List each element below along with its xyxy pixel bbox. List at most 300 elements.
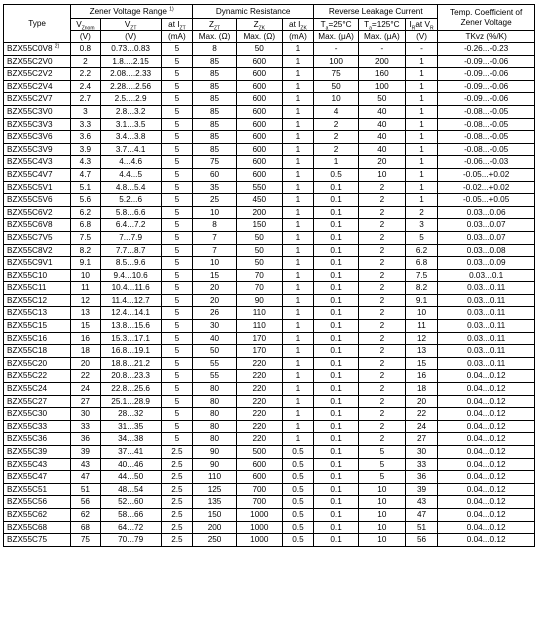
value-cell: 600 — [236, 68, 282, 81]
table-row — [4, 294, 535, 307]
value-cell: 0.03...0.11 — [438, 282, 535, 295]
value-cell: 1 — [282, 269, 314, 282]
value-cell: 20 — [358, 156, 405, 169]
value-cell: 20 — [193, 282, 237, 295]
value-cell: 1 — [282, 219, 314, 232]
type-cell: BZX55C9V1 — [4, 257, 71, 270]
table-row — [4, 483, 535, 496]
table-row — [4, 194, 535, 207]
value-cell: 6.4...7.2 — [100, 219, 161, 232]
footnote-marker: 2) — [54, 43, 60, 50]
type-cell: BZX55C30 — [4, 408, 71, 421]
table-row — [4, 206, 535, 219]
value-cell: 1 — [405, 93, 438, 106]
value-cell: 51 — [71, 483, 100, 496]
value-cell: 5 — [161, 168, 193, 181]
value-cell: 5 — [161, 294, 193, 307]
value-cell: 0.03...0.11 — [438, 294, 535, 307]
value-cell: 11.4...12.7 — [100, 294, 161, 307]
value-cell: 9.4...10.6 — [100, 269, 161, 282]
value-cell: 10 — [358, 508, 405, 521]
value-cell: 700 — [236, 483, 282, 496]
value-cell: 10 — [358, 534, 405, 547]
value-cell: 58...66 — [100, 508, 161, 521]
type-cell: BZX55C0V8 $^{2)}$ — [4, 43, 71, 56]
value-cell: 0.03...0.06 — [438, 206, 535, 219]
value-cell: 85 — [193, 131, 237, 144]
value-cell: 85 — [193, 118, 237, 131]
value-cell: 0.1 — [314, 383, 359, 396]
value-cell: 220 — [236, 433, 282, 446]
value-cell: 5 — [161, 395, 193, 408]
value-cell: 0.03...0.1 — [438, 269, 535, 282]
type-cell: BZX55C5V1 — [4, 181, 71, 194]
value-cell: 2.4 — [71, 80, 100, 93]
value-cell: -0.09...-0.06 — [438, 93, 535, 106]
value-cell: 4.3 — [71, 156, 100, 169]
value-cell: 16 — [71, 332, 100, 345]
value-cell: 0.04...0.12 — [438, 370, 535, 383]
table-row — [4, 420, 535, 433]
value-cell: 2.5....2.9 — [100, 93, 161, 106]
value-cell: 52...60 — [100, 496, 161, 509]
value-cell: 0.1 — [314, 408, 359, 421]
type-cell: BZX55C27 — [4, 395, 71, 408]
value-cell: 0.1 — [314, 420, 359, 433]
value-cell: 35 — [193, 181, 237, 194]
ir-at-vr-header: $I_Rat$ $V_R$ — [405, 19, 438, 31]
type-cell: BZX55C62 — [4, 508, 71, 521]
value-cell: 1 — [405, 143, 438, 156]
value-cell: 170 — [236, 332, 282, 345]
type-cell: BZX55C20 — [4, 357, 71, 370]
value-cell: 0.5 — [282, 458, 314, 471]
value-cell: 2.2 — [71, 68, 100, 81]
value-cell: 1 — [282, 244, 314, 257]
value-cell: 600 — [236, 156, 282, 169]
value-cell: 110 — [236, 307, 282, 320]
value-cell: 600 — [236, 80, 282, 93]
value-cell: 220 — [236, 420, 282, 433]
value-cell: 0.1 — [314, 269, 359, 282]
unit-v: (V) — [405, 31, 438, 43]
value-cell: 3 — [71, 105, 100, 118]
value-cell: 50 — [236, 244, 282, 257]
value-cell: 0.8 — [71, 43, 100, 56]
value-cell: 2 — [358, 244, 405, 257]
value-cell: 10 — [193, 257, 237, 270]
type-cell: BZX55C8V2 — [4, 244, 71, 257]
value-cell: 1 — [282, 345, 314, 358]
value-cell: 27 — [71, 395, 100, 408]
value-cell: 0.1 — [314, 508, 359, 521]
value-cell: 2.5 — [161, 534, 193, 547]
value-cell: -0.08...-0.05 — [438, 143, 535, 156]
value-cell: 0.03...0.08 — [438, 244, 535, 257]
value-cell: 1 — [282, 357, 314, 370]
type-cell: BZX55C36 — [4, 433, 71, 446]
value-cell: 43 — [405, 496, 438, 509]
value-cell: 20 — [193, 294, 237, 307]
value-cell: 7.5 — [71, 231, 100, 244]
value-cell: 160 — [358, 68, 405, 81]
value-cell: 200 — [193, 521, 237, 534]
value-cell: 33 — [71, 420, 100, 433]
value-cell: 4 — [314, 105, 359, 118]
value-cell: 5 — [161, 357, 193, 370]
value-cell: 5 — [161, 433, 193, 446]
value-cell: 0.03...0.07 — [438, 219, 535, 232]
value-cell: 2.5 — [161, 471, 193, 484]
value-cell: 200 — [236, 206, 282, 219]
value-cell: 16 — [405, 370, 438, 383]
value-cell: 220 — [236, 408, 282, 421]
value-cell: 4...4.6 — [100, 156, 161, 169]
table-row — [4, 534, 535, 547]
value-cell: 4.8...5.4 — [100, 181, 161, 194]
value-cell: 150 — [236, 219, 282, 232]
value-cell: 2 — [358, 307, 405, 320]
value-cell: 0.04...0.12 — [438, 534, 535, 547]
value-cell: 2 — [358, 332, 405, 345]
table-row — [4, 156, 535, 169]
type-cell: BZX55C39 — [4, 446, 71, 459]
value-cell: 0.1 — [314, 395, 359, 408]
type-cell: BZX55C3V0 — [4, 105, 71, 118]
value-cell: 5 — [161, 194, 193, 207]
value-cell: 2.5 — [161, 496, 193, 509]
value-cell: 0.1 — [314, 206, 359, 219]
at-izt-header: at $I_{ZT}$ — [161, 19, 193, 31]
value-cell: 0.1 — [314, 433, 359, 446]
value-cell: 0.1 — [314, 307, 359, 320]
value-cell: 85 — [193, 105, 237, 118]
table-row — [4, 55, 535, 68]
value-cell: 20 — [405, 395, 438, 408]
value-cell: 5 — [161, 68, 193, 81]
type-cell: BZX55C47 — [4, 471, 71, 484]
value-cell: 2 — [358, 194, 405, 207]
value-cell: 13 — [71, 307, 100, 320]
value-cell: 12 — [405, 332, 438, 345]
value-cell: 0.03...0.11 — [438, 332, 535, 345]
value-cell: 26 — [193, 307, 237, 320]
type-cell: BZX55C2V2 — [4, 68, 71, 81]
value-cell: 110 — [236, 320, 282, 333]
value-cell: 600 — [236, 93, 282, 106]
value-cell: 13 — [405, 345, 438, 358]
value-cell: 0.73...0.83 — [100, 43, 161, 56]
value-cell: -0.02...+0.02 — [438, 181, 535, 194]
table-row — [4, 269, 535, 282]
value-cell: 110 — [193, 471, 237, 484]
value-cell: 10 — [358, 168, 405, 181]
value-cell: 220 — [236, 357, 282, 370]
table-row — [4, 168, 535, 181]
value-cell: 15.3...17.1 — [100, 332, 161, 345]
table-row — [4, 357, 535, 370]
value-cell: 200 — [358, 55, 405, 68]
value-cell: 30 — [71, 408, 100, 421]
value-cell: 0.04...0.12 — [438, 420, 535, 433]
value-cell: 5 — [405, 231, 438, 244]
value-cell: 2 — [71, 55, 100, 68]
value-cell: 5 — [161, 118, 193, 131]
table-row — [4, 458, 535, 471]
value-cell: 11 — [71, 282, 100, 295]
value-cell: 1 — [282, 370, 314, 383]
value-cell: -0.09...-0.06 — [438, 55, 535, 68]
value-cell: 80 — [193, 395, 237, 408]
value-cell: 2 — [358, 282, 405, 295]
value-cell: 10 — [358, 496, 405, 509]
value-cell: 5 — [161, 345, 193, 358]
value-cell: 0.1 — [314, 483, 359, 496]
table-row — [4, 143, 535, 156]
type-cell: BZX55C11 — [4, 282, 71, 295]
table-row — [4, 521, 535, 534]
value-cell: 3.6 — [71, 131, 100, 144]
value-cell: 1 — [405, 105, 438, 118]
value-cell: 30 — [193, 320, 237, 333]
value-cell: 20 — [71, 357, 100, 370]
type-cell: BZX55C2V4 — [4, 80, 71, 93]
value-cell: 2 — [358, 181, 405, 194]
value-cell: 68 — [71, 521, 100, 534]
type-cell: BZX55C22 — [4, 370, 71, 383]
table-row — [4, 408, 535, 421]
value-cell: 1 — [282, 383, 314, 396]
unit-ua: Max. (μA) — [358, 31, 405, 43]
value-cell: 5 — [161, 181, 193, 194]
value-cell: -0.05...+0.02 — [438, 168, 535, 181]
value-cell: 18 — [405, 383, 438, 396]
value-cell: 0.1 — [314, 219, 359, 232]
type-cell: BZX55C3V6 — [4, 131, 71, 144]
table-row — [4, 345, 535, 358]
value-cell: 9.1 — [71, 257, 100, 270]
value-cell: 600 — [236, 471, 282, 484]
type-cell: BZX55C16 — [4, 332, 71, 345]
value-cell: 600 — [236, 105, 282, 118]
value-cell: 44...50 — [100, 471, 161, 484]
value-cell: 0.1 — [314, 446, 359, 459]
value-cell: 1 — [282, 420, 314, 433]
value-cell: 5 — [161, 332, 193, 345]
unit-ma: (mA) — [282, 31, 314, 43]
value-cell: 1 — [282, 433, 314, 446]
value-cell: 6.2 — [71, 206, 100, 219]
value-cell: 47 — [405, 508, 438, 521]
value-cell: 1 — [282, 181, 314, 194]
value-cell: 70...79 — [100, 534, 161, 547]
value-cell: 5 — [161, 131, 193, 144]
value-cell: 70 — [236, 269, 282, 282]
value-cell: 5 — [161, 43, 193, 56]
value-cell: 1 — [282, 194, 314, 207]
value-cell: 2 — [358, 357, 405, 370]
type-cell: BZX55C24 — [4, 383, 71, 396]
value-cell: 75 — [71, 534, 100, 547]
value-cell: 5 — [161, 143, 193, 156]
value-cell: 5 — [161, 320, 193, 333]
value-cell: 80 — [193, 383, 237, 396]
value-cell: 5 — [161, 257, 193, 270]
value-cell: 600 — [236, 131, 282, 144]
value-cell: 1 — [282, 105, 314, 118]
value-cell: 5 — [161, 408, 193, 421]
value-cell: 34...38 — [100, 433, 161, 446]
table-row — [4, 131, 535, 144]
value-cell: 12.4...14.1 — [100, 307, 161, 320]
value-cell: 0.04...0.12 — [438, 471, 535, 484]
value-cell: 1 — [282, 257, 314, 270]
value-cell: 2 — [358, 433, 405, 446]
value-cell: 1 — [405, 194, 438, 207]
value-cell: 40 — [193, 332, 237, 345]
value-cell: 0.1 — [314, 496, 359, 509]
value-cell: 50 — [236, 231, 282, 244]
value-cell: 55 — [193, 370, 237, 383]
value-cell: 5 — [161, 383, 193, 396]
value-cell: 1 — [282, 43, 314, 56]
value-cell: 1 — [405, 55, 438, 68]
value-cell: 1 — [282, 206, 314, 219]
value-cell: 1 — [282, 395, 314, 408]
value-cell: 600 — [236, 118, 282, 131]
value-cell: 5.6 — [71, 194, 100, 207]
table-row — [4, 433, 535, 446]
value-cell: 15 — [193, 269, 237, 282]
vzt-header: $V_{ZT}$ — [100, 19, 161, 31]
value-cell: 0.5 — [282, 521, 314, 534]
value-cell: 50 — [236, 43, 282, 56]
value-cell: 1 — [282, 168, 314, 181]
table-row — [4, 282, 535, 295]
value-cell: 0.04...0.12 — [438, 521, 535, 534]
value-cell: 48...54 — [100, 483, 161, 496]
value-cell: -0.06...-0.03 — [438, 156, 535, 169]
value-cell: 25.1...28.9 — [100, 395, 161, 408]
value-cell: 150 — [193, 508, 237, 521]
value-cell: 0.5 — [282, 446, 314, 459]
value-cell: 2 — [358, 420, 405, 433]
value-cell: 85 — [193, 68, 237, 81]
table-row — [4, 43, 535, 56]
value-cell: 0.03...0.11 — [438, 345, 535, 358]
value-cell: 0.5 — [282, 508, 314, 521]
value-cell: 10 — [405, 307, 438, 320]
value-cell: 1 — [314, 156, 359, 169]
value-cell: 0.04...0.12 — [438, 433, 535, 446]
type-cell: BZX55C5V6 — [4, 194, 71, 207]
value-cell: 50 — [314, 80, 359, 93]
table-row — [4, 118, 535, 131]
value-cell: 0.5 — [314, 168, 359, 181]
value-cell: 2 — [358, 231, 405, 244]
value-cell: 24 — [71, 383, 100, 396]
type-cell: BZX55C18 — [4, 345, 71, 358]
value-cell: 1 — [282, 282, 314, 295]
type-cell: BZX55C3V9 — [4, 143, 71, 156]
value-cell: 1.8....2.15 — [100, 55, 161, 68]
value-cell: 2.08....2.33 — [100, 68, 161, 81]
value-cell: 1 — [282, 68, 314, 81]
value-cell: 0.04...0.12 — [438, 496, 535, 509]
value-cell: 39 — [405, 483, 438, 496]
type-cell: BZX55C51 — [4, 483, 71, 496]
value-cell: 2 — [358, 370, 405, 383]
value-cell: 1 — [282, 307, 314, 320]
value-cell: 80 — [193, 420, 237, 433]
value-cell: 1 — [282, 294, 314, 307]
value-cell: 3.7...4.1 — [100, 143, 161, 156]
value-cell: 1 — [282, 320, 314, 333]
value-cell: 5.1 — [71, 181, 100, 194]
value-cell: 5 — [161, 282, 193, 295]
value-cell: 1 — [405, 68, 438, 81]
value-cell: 5 — [161, 156, 193, 169]
table-row — [4, 219, 535, 232]
value-cell: 1 — [282, 143, 314, 156]
value-cell: 39 — [71, 446, 100, 459]
value-cell: 43 — [71, 458, 100, 471]
value-cell: -0.08...-0.05 — [438, 105, 535, 118]
value-cell: 8.5...9.6 — [100, 257, 161, 270]
value-cell: 0.1 — [314, 282, 359, 295]
zzk-header: $Z_{ZK}$ — [236, 19, 282, 31]
value-cell: 16.8...19.1 — [100, 345, 161, 358]
value-cell: 7.5 — [405, 269, 438, 282]
value-cell: 30 — [405, 446, 438, 459]
value-cell: 13.8...15.6 — [100, 320, 161, 333]
value-cell: 0.1 — [314, 181, 359, 194]
value-cell: -0.09...-0.06 — [438, 68, 535, 81]
table-body — [4, 43, 535, 547]
value-cell: 5 — [161, 307, 193, 320]
ta25-header: $T_a=25^\circ C$ — [314, 19, 359, 31]
value-cell: 0.03...0.07 — [438, 231, 535, 244]
value-cell: 50 — [236, 257, 282, 270]
table-row — [4, 332, 535, 345]
table-row — [4, 471, 535, 484]
value-cell: 0.1 — [314, 294, 359, 307]
unit-ohm: Max. (Ω) — [236, 31, 282, 43]
value-cell: 0.1 — [314, 257, 359, 270]
value-cell: 5 — [161, 105, 193, 118]
value-cell: 15 — [71, 320, 100, 333]
value-cell: 1 — [282, 131, 314, 144]
value-cell: 40 — [358, 105, 405, 118]
value-cell: 56 — [405, 534, 438, 547]
value-cell: 5.8...6.6 — [100, 206, 161, 219]
type-cell: BZX55C2V7 — [4, 93, 71, 106]
value-cell: 2.8...3.2 — [100, 105, 161, 118]
value-cell: 1 — [282, 408, 314, 421]
unit-ua: Max. (μA) — [314, 31, 359, 43]
value-cell: 8.2 — [71, 244, 100, 257]
value-cell: 3.9 — [71, 143, 100, 156]
table-row — [4, 257, 535, 270]
table-row — [4, 181, 535, 194]
value-cell: 3.3 — [71, 118, 100, 131]
value-cell: 80 — [193, 408, 237, 421]
value-cell: 2.7 — [71, 93, 100, 106]
value-cell: 3 — [405, 219, 438, 232]
value-cell: 10 — [358, 521, 405, 534]
value-cell: 70 — [236, 282, 282, 295]
value-cell: 5 — [161, 420, 193, 433]
